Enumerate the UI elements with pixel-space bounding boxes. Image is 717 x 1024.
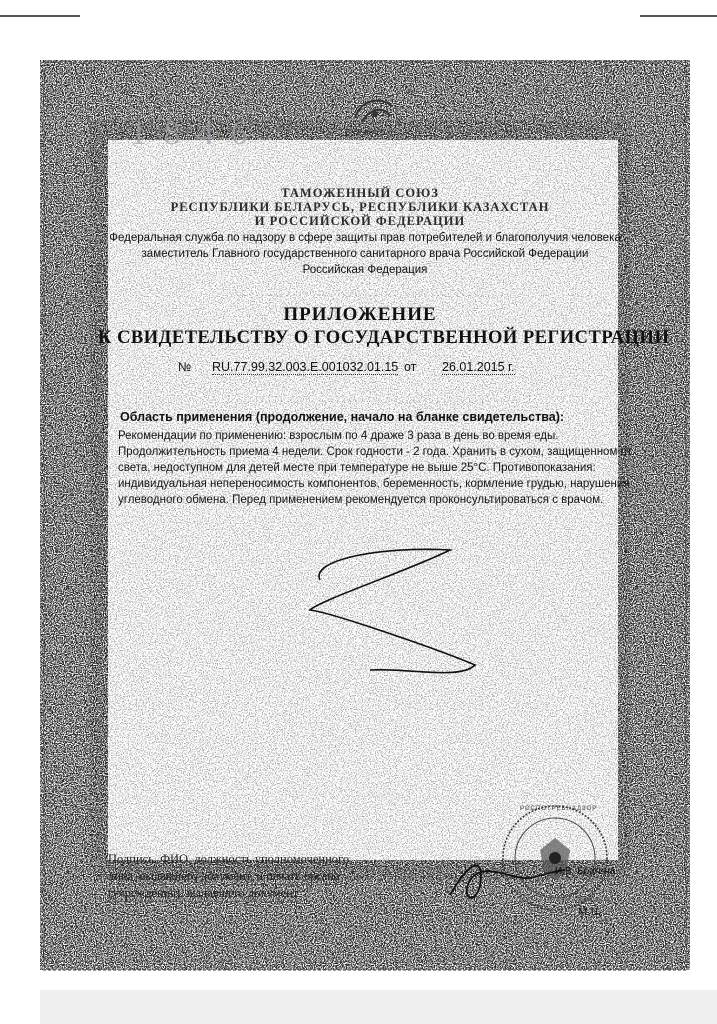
- customs-union-line2: РЕСПУБЛИКИ БЕЛАРУСЬ, РЕСПУБЛИКИ КАЗАХСТАН: [170, 200, 550, 214]
- cancellation-scribble: [290, 540, 500, 690]
- faint-hint-line: · · · · · · · · · · · · · · · · · · · · · · · · · · · · · · · · · · · · · · · · · · · · ·: [230, 398, 510, 405]
- signature-label-line2: лица, выдавшего документ, и печать органа: [108, 869, 340, 883]
- body-line: Продолжительность приема 4 недели. Срок годности - 2 года. Хранить в сухом, защищенном от: [118, 446, 632, 458]
- section-title: Область применения (продолжение, начало на бланке свидетельства):: [120, 410, 565, 424]
- date-label: от: [404, 360, 417, 374]
- document-subtitle: К СВИДЕТЕЛЬСТВУ О ГОСУДАРСТВЕННОЙ РЕГИСТРАЦИИ: [98, 328, 670, 348]
- agency-line1: Федеральная служба по надзору в сфере защиты прав потребителей и благополучия человека: [109, 232, 621, 244]
- document-title: ПРИЛОЖЕНИЕ: [283, 304, 437, 325]
- body-line: света, недоступном для детей месте при температуре не выше 25°С. Противопоказания:: [118, 462, 596, 474]
- agency-line3: Российская Федерация: [302, 264, 428, 276]
- customs-union-line3: И РОССИЙСКОЙ ФЕДЕРАЦИИ: [254, 214, 466, 228]
- customs-union-line1: ТАМОЖЕННЫЙ СОЮЗ: [281, 186, 439, 200]
- stamp-text: РОСПОТРЕБНАДЗОР: [520, 806, 598, 812]
- seal-place-label: М.П.: [578, 906, 602, 918]
- fio-hint: (Ф.И.О., должность): [548, 896, 613, 903]
- registration-number: RU.77.99.32.003.Е.001032.01.15: [212, 360, 399, 374]
- emblem-text: БУРАЗУС: [345, 128, 388, 137]
- handwritten-number: 1 8 4 6: [130, 115, 252, 152]
- signer-name: И.В. Брагина: [555, 866, 616, 877]
- number-label: №: [178, 360, 192, 374]
- faint-divider-line: · · · · · · · · · · · · · · · · · · · · · · · · · · · · · · · · · · · · · · · · · · · · ·: [230, 292, 510, 299]
- signature-label-line3: (учреждения), выдавшего документ: [108, 886, 299, 900]
- agency-line2: заместитель Главного государственного санитарного врача Российской Федерации: [141, 248, 589, 260]
- body-line: индивидуальная непереносимость компонентов, беременность, кормление грудью, нарушения: [118, 478, 630, 490]
- signature-label-line1: Подпись, ФИО, должность уполномоченного: [108, 852, 350, 866]
- registration-date: 26.01.2015 г.: [442, 360, 515, 374]
- body-line: Рекомендации по применению: взрослым по 4 драже 3 раза в день во время еды.: [118, 430, 559, 442]
- body-line: углеводного обмена. Перед применением рекомендуется проконсультироваться с врачом.: [118, 494, 604, 506]
